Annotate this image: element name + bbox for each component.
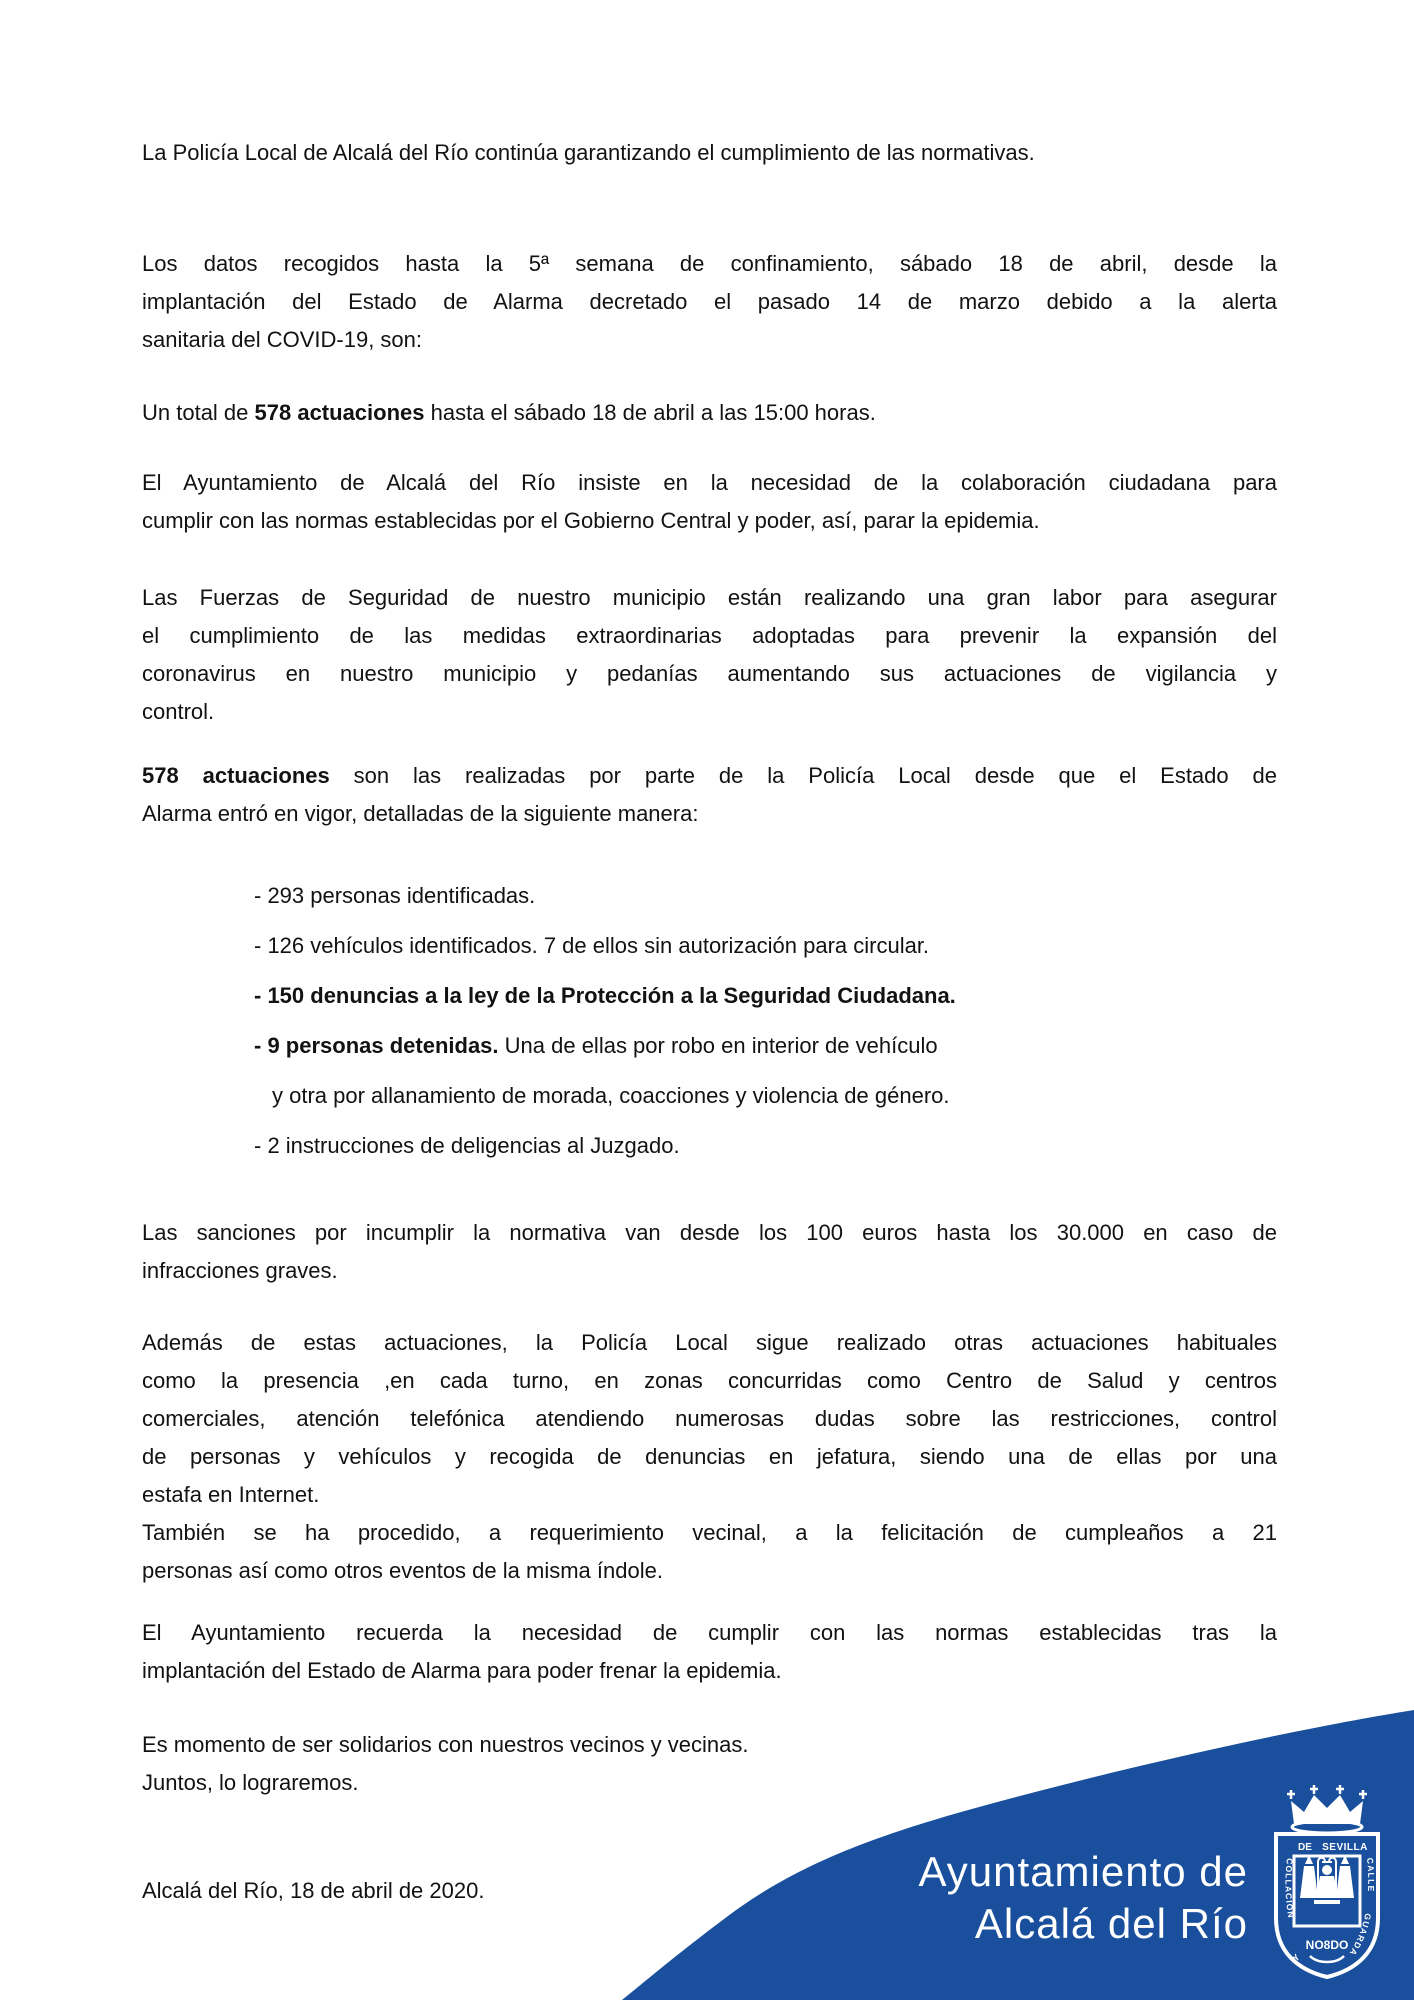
crown-icon	[1287, 1785, 1367, 1833]
paragraph-line: Es momento de ser solidarios con nuestros vecinos y vecinas.	[142, 1732, 749, 1757]
list-item-detenidas	[254, 1027, 1277, 1065]
paragraph-line: Las sanciones por incumplir la normativa van desde los 100 euros hasta los 30.000 en caso de	[142, 1220, 1277, 1245]
paragraph-line	[142, 394, 1277, 432]
paragraph-line: Los datos recogidos hasta la 5ª semana de confinamiento, sábado 18 de abril, desde la	[142, 251, 1277, 276]
crest-motto: NO8DO	[1305, 1938, 1349, 1952]
total-actions-paragraph	[142, 394, 1277, 432]
birthday-greetings-paragraph	[142, 1514, 1277, 1590]
paragraph-line: implantación del Estado de Alarma decretado el pasado 14 de marzo debido a la alerta	[142, 289, 1277, 314]
paragraph-line: de personas y vehículos y recogida de denuncias en jefatura, siendo una de ellas por una	[142, 1444, 1277, 1469]
security-forces-paragraph	[142, 579, 1277, 731]
org-name-line1: Ayuntamiento de	[918, 1848, 1248, 1895]
confinement-data-paragraph	[142, 245, 1277, 359]
text-run: Un total de	[142, 400, 255, 425]
dateline-text: Alcalá del Río, 18 de abril de 2020.	[142, 1878, 485, 1903]
sanctions-paragraph	[142, 1214, 1277, 1290]
footer-wave	[0, 1688, 1414, 2000]
paragraph-line: infracciones graves.	[142, 1258, 338, 1283]
list-item-personas: - 293 personas identificadas.	[254, 883, 536, 908]
paragraph-line: el cumplimiento de las medidas extraordinarias adoptadas para prevenir la expansión del	[142, 623, 1277, 648]
footer	[0, 1688, 1414, 2000]
paragraph-line: cumplir con las normas establecidas por el Gobierno Central y poder, así, parar la epidemia.	[142, 508, 1040, 533]
crest-text-calle: CALLE	[1365, 1857, 1377, 1893]
other-actions-paragraph	[142, 1324, 1277, 1514]
paragraph-line: personas así como otros eventos de la misma índole.	[142, 1558, 663, 1583]
paragraph-line: estafa en Internet.	[142, 1482, 320, 1507]
intro-paragraph	[142, 134, 1277, 172]
paragraph-line: control.	[142, 699, 215, 724]
crest-text-y: Y	[1290, 1952, 1302, 1964]
intro-line: La Policía Local de Alcalá del Río continúa garantizando el cumplimiento de las normativas.	[142, 140, 1035, 165]
crest-text-sevilla: SEVILLA	[1322, 1842, 1368, 1853]
paragraph-line: comerciales, atención telefónica atendiendo numerosas dudas sobre las restricciones, control	[142, 1406, 1277, 1431]
text-run: son las realizadas por parte de la Policía Local desde que el Estado de	[329, 763, 1277, 788]
paragraph-line: Las Fuerzas de Seguridad de nuestro municipio están realizando una gran labor para asegurar	[142, 585, 1277, 610]
crest-text-guarda: GUARDA	[1347, 1912, 1374, 1959]
reminder-paragraph	[142, 1614, 1277, 1690]
collaboration-paragraph	[142, 464, 1277, 540]
paragraph-line: También se ha procedido, a requerimiento vecinal, a la felicitación de cumpleaños a 21	[142, 1520, 1277, 1545]
crest-text-de: DE	[1298, 1842, 1312, 1853]
paragraph-line: sanitaria del COVID-19, son:	[142, 327, 423, 352]
paragraph-line: como la presencia ,en cada turno, en zonas concurridas como Centro de Salud y centros	[142, 1368, 1277, 1393]
list-item-vehiculos: - 126 vehículos identificados. 7 de ellos sin autorización para circular.	[254, 933, 930, 958]
actions-count: 578 actuaciones	[142, 763, 330, 788]
total-actions-count: 578 actuaciones	[254, 400, 425, 425]
svg-text:CALLE	[1365, 1857, 1376, 1892]
crest-ribbon	[1310, 1956, 1344, 1962]
list-item-denuncias: - 150 denuncias a la ley de la Protección a la Seguridad Ciudadana.	[254, 983, 956, 1008]
crest-figures	[1300, 1855, 1354, 1904]
paragraph-line: El Ayuntamiento de Alcalá del Río insiste en la necesidad de la colaboración ciudadana para	[142, 470, 1277, 495]
list-item-instrucciones: - 2 instrucciones de deligencias al Juzgado.	[254, 1133, 680, 1158]
detained-count: - 9 personas detenidas.	[254, 1033, 499, 1058]
text-run: Una de ellas por robo en interior de vehículo	[498, 1033, 938, 1058]
paragraph-line: El Ayuntamiento recuerda la necesidad de cumplir con las normas establecidas tras la	[142, 1620, 1277, 1645]
actions-list	[142, 877, 1277, 1165]
city-crest-icon	[1252, 1784, 1402, 1984]
paragraph-line	[142, 757, 1277, 795]
org-name	[919, 1846, 1248, 1950]
paragraph-line: Además de estas actuaciones, la Policía Local sigue realizado otras actuaciones habituales	[142, 1330, 1277, 1355]
paragraph-line: implantación del Estado de Alarma para poder frenar la epidemia.	[142, 1658, 782, 1683]
paragraph-line: Juntos, lo lograremos.	[142, 1770, 359, 1795]
actions-detail-paragraph	[142, 757, 1277, 833]
paragraph-line: Alarma entró en vigor, detalladas de la siguiente manera:	[142, 801, 699, 826]
org-name-line2: Alcalá del Río	[974, 1900, 1248, 1947]
text-run: hasta el sábado 18 de abril a las 15:00 horas.	[424, 400, 876, 425]
paragraph-line: coronavirus en nuestro municipio y pedanías aumentando sus actuaciones de vigilancia y	[142, 661, 1277, 686]
list-item-detenidas-continuation: y otra por allanamiento de morada, coacciones y violencia de género.	[272, 1083, 950, 1108]
crest-text-collacion: COLLACION	[1283, 1857, 1297, 1920]
